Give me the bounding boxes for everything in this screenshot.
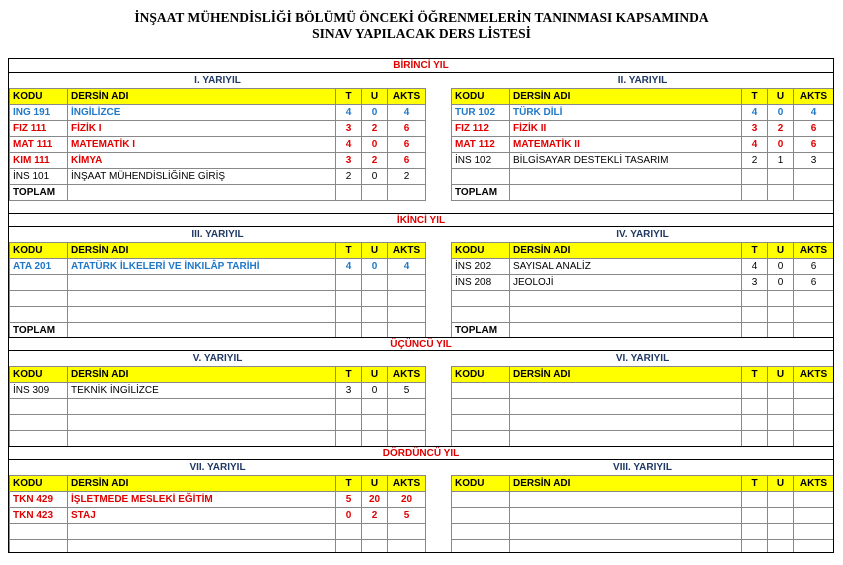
semester-title-row xyxy=(10,227,426,243)
header-akts: AKTS xyxy=(388,367,426,383)
header-name: DERSİN ADI xyxy=(68,367,336,383)
empty-cell xyxy=(794,492,834,508)
column-header-row xyxy=(452,89,834,105)
header-akts: AKTS xyxy=(794,476,834,492)
total-label: TOPLAM xyxy=(10,185,68,201)
course-row xyxy=(10,508,426,524)
semester-title: VII. YARIYIL xyxy=(10,460,426,476)
total-akts xyxy=(794,185,834,201)
header-code: KODU xyxy=(452,367,510,383)
header-u: U xyxy=(768,89,794,105)
empty-cell xyxy=(10,275,68,291)
course-t: 4 xyxy=(336,105,362,121)
total-row xyxy=(10,185,426,201)
column-separator xyxy=(425,73,451,552)
total-name xyxy=(510,185,742,201)
header-name: DERSİN ADI xyxy=(510,476,742,492)
semester-title: IV. YARIYIL xyxy=(452,227,834,243)
empty-cell xyxy=(336,431,362,447)
empty-cell xyxy=(362,524,388,540)
empty-cell xyxy=(452,524,510,540)
course-akts: 4 xyxy=(388,105,426,121)
header-name: DERSİN ADI xyxy=(510,367,742,383)
header-t: T xyxy=(742,476,768,492)
empty-cell xyxy=(10,524,68,540)
header-akts: AKTS xyxy=(388,243,426,259)
empty-cell xyxy=(336,524,362,540)
course-t: 3 xyxy=(336,121,362,137)
empty-row xyxy=(10,399,426,415)
course-code: MAT 112 xyxy=(452,137,510,153)
empty-cell xyxy=(768,169,794,185)
course-u: 0 xyxy=(362,105,388,121)
course-name: STAJ xyxy=(68,508,336,524)
empty-cell xyxy=(794,415,834,431)
semester-title-row xyxy=(452,73,834,89)
course-code: İNS 202 xyxy=(452,259,510,275)
column-header-row xyxy=(10,367,426,383)
empty-cell xyxy=(742,508,768,524)
empty-cell xyxy=(742,383,768,399)
empty-cell xyxy=(388,431,426,447)
empty-cell xyxy=(362,431,388,447)
course-code: FIZ 112 xyxy=(452,121,510,137)
empty-cell xyxy=(794,524,834,540)
total-t xyxy=(336,185,362,201)
semester-title-row xyxy=(452,227,834,243)
empty-row xyxy=(10,291,426,307)
empty-cell xyxy=(510,431,742,447)
empty-cell xyxy=(452,169,510,185)
empty-cell xyxy=(362,540,388,554)
column-header-row xyxy=(452,243,834,259)
empty-cell xyxy=(452,307,510,323)
header-u: U xyxy=(362,476,388,492)
empty-cell xyxy=(742,307,768,323)
empty-cell xyxy=(794,399,834,415)
course-name: TEKNİK İNGİLİZCE xyxy=(68,383,336,399)
course-row xyxy=(452,153,834,169)
empty-cell xyxy=(68,275,336,291)
semester-title: VIII. YARIYIL xyxy=(452,460,834,476)
course-u: 0 xyxy=(362,383,388,399)
course-u: 0 xyxy=(768,105,794,121)
column-header-row xyxy=(10,89,426,105)
empty-cell xyxy=(794,383,834,399)
empty-row xyxy=(452,524,834,540)
empty-row xyxy=(452,540,834,554)
course-u: 20 xyxy=(362,492,388,508)
semester-table xyxy=(451,73,834,201)
empty-row xyxy=(10,431,426,447)
empty-row xyxy=(452,169,834,185)
empty-cell xyxy=(742,540,768,554)
title-line-2: SINAV YAPILACAK DERS LİSTESİ xyxy=(312,26,531,41)
empty-cell xyxy=(742,169,768,185)
course-t: 4 xyxy=(742,105,768,121)
column-header-row xyxy=(10,243,426,259)
semester-title: V. YARIYIL xyxy=(10,351,426,367)
empty-cell xyxy=(742,415,768,431)
semester-title-row xyxy=(452,351,834,367)
empty-cell xyxy=(388,291,426,307)
course-akts: 2 xyxy=(388,169,426,185)
course-row xyxy=(452,105,834,121)
year-heading: ÜÇÜNCÜ YIL xyxy=(9,337,833,351)
empty-cell xyxy=(510,291,742,307)
header-name: DERSİN ADI xyxy=(68,476,336,492)
empty-cell xyxy=(388,399,426,415)
empty-cell xyxy=(510,169,742,185)
course-code: İNS 309 xyxy=(10,383,68,399)
empty-cell xyxy=(510,415,742,431)
empty-cell xyxy=(510,540,742,554)
empty-cell xyxy=(10,540,68,554)
header-t: T xyxy=(336,367,362,383)
course-name: MATEMATİK I xyxy=(68,137,336,153)
empty-cell xyxy=(336,275,362,291)
course-row xyxy=(10,153,426,169)
course-row xyxy=(452,275,834,291)
course-name: SAYISAL ANALİZ xyxy=(510,259,742,275)
semester-title-row xyxy=(10,351,426,367)
empty-cell xyxy=(742,431,768,447)
course-row xyxy=(10,169,426,185)
header-code: KODU xyxy=(10,367,68,383)
empty-row xyxy=(452,307,834,323)
empty-cell xyxy=(742,291,768,307)
course-code: MAT 111 xyxy=(10,137,68,153)
empty-cell xyxy=(362,399,388,415)
empty-cell xyxy=(68,399,336,415)
header-t: T xyxy=(742,243,768,259)
column-header-row xyxy=(10,476,426,492)
header-name: DERSİN ADI xyxy=(510,89,742,105)
empty-cell xyxy=(794,169,834,185)
empty-cell xyxy=(68,524,336,540)
course-t: 4 xyxy=(336,137,362,153)
header-code: KODU xyxy=(452,89,510,105)
empty-cell xyxy=(794,307,834,323)
course-code: KIM 111 xyxy=(10,153,68,169)
course-name: TÜRK DİLİ xyxy=(510,105,742,121)
year-heading: İKİNCİ YIL xyxy=(9,213,833,227)
course-u: 0 xyxy=(362,137,388,153)
header-u: U xyxy=(768,367,794,383)
empty-cell xyxy=(336,291,362,307)
header-name: DERSİN ADI xyxy=(510,243,742,259)
empty-cell xyxy=(362,415,388,431)
empty-cell xyxy=(794,431,834,447)
semester-table xyxy=(9,227,426,339)
empty-cell xyxy=(768,492,794,508)
course-row xyxy=(10,383,426,399)
column-header-row xyxy=(452,367,834,383)
year-heading: DÖRDÜNCÜ YIL xyxy=(9,446,833,460)
empty-cell xyxy=(452,415,510,431)
header-akts: AKTS xyxy=(388,476,426,492)
header-u: U xyxy=(768,243,794,259)
header-code: KODU xyxy=(10,243,68,259)
empty-cell xyxy=(742,492,768,508)
course-code: TKN 423 xyxy=(10,508,68,524)
semester-title: III. YARIYIL xyxy=(10,227,426,243)
empty-cell xyxy=(768,307,794,323)
header-t: T xyxy=(336,243,362,259)
empty-cell xyxy=(68,415,336,431)
empty-row xyxy=(10,275,426,291)
empty-cell xyxy=(768,291,794,307)
course-t: 4 xyxy=(742,259,768,275)
empty-row xyxy=(452,508,834,524)
header-name: DERSİN ADI xyxy=(68,243,336,259)
course-t: 2 xyxy=(336,169,362,185)
course-akts: 20 xyxy=(388,492,426,508)
empty-row xyxy=(452,492,834,508)
empty-row xyxy=(452,415,834,431)
course-row xyxy=(10,121,426,137)
course-akts: 6 xyxy=(794,137,834,153)
empty-cell xyxy=(388,275,426,291)
course-name: FİZİK I xyxy=(68,121,336,137)
empty-cell xyxy=(768,399,794,415)
year-heading: BİRİNCİ YIL xyxy=(9,59,833,73)
course-code: İNS 208 xyxy=(452,275,510,291)
empty-cell xyxy=(510,524,742,540)
course-u: 1 xyxy=(768,153,794,169)
empty-cell xyxy=(510,399,742,415)
empty-cell xyxy=(768,540,794,554)
total-name xyxy=(68,185,336,201)
header-akts: AKTS xyxy=(794,243,834,259)
course-akts: 4 xyxy=(388,259,426,275)
course-t: 3 xyxy=(336,153,362,169)
empty-cell xyxy=(768,415,794,431)
header-t: T xyxy=(742,89,768,105)
empty-cell xyxy=(10,307,68,323)
header-akts: AKTS xyxy=(388,89,426,105)
empty-cell xyxy=(452,431,510,447)
course-t: 3 xyxy=(742,121,768,137)
header-code: KODU xyxy=(10,476,68,492)
header-akts: AKTS xyxy=(794,89,834,105)
semester-table xyxy=(9,73,426,201)
course-u: 2 xyxy=(768,121,794,137)
semester-title: VI. YARIYIL xyxy=(452,351,834,367)
course-code: FIZ 111 xyxy=(10,121,68,137)
semester-table xyxy=(451,227,834,339)
empty-cell xyxy=(452,492,510,508)
empty-row xyxy=(452,291,834,307)
empty-cell xyxy=(510,492,742,508)
empty-cell xyxy=(510,383,742,399)
empty-cell xyxy=(742,524,768,540)
semester-table xyxy=(9,460,426,553)
empty-cell xyxy=(742,399,768,415)
empty-cell xyxy=(68,540,336,554)
course-name: İNŞAAT MÜHENDİSLİĞİNE GİRİŞ xyxy=(68,169,336,185)
course-t: 3 xyxy=(336,383,362,399)
empty-cell xyxy=(362,307,388,323)
empty-row xyxy=(10,307,426,323)
course-u: 0 xyxy=(362,169,388,185)
header-u: U xyxy=(362,243,388,259)
course-name: İNGİLİZCE xyxy=(68,105,336,121)
empty-cell xyxy=(452,399,510,415)
empty-cell xyxy=(68,431,336,447)
empty-cell xyxy=(768,431,794,447)
total-label: TOPLAM xyxy=(452,185,510,201)
course-akts: 6 xyxy=(794,275,834,291)
course-akts: 5 xyxy=(388,508,426,524)
course-name: KİMYA xyxy=(68,153,336,169)
total-row xyxy=(452,185,834,201)
course-name: JEOLOJİ xyxy=(510,275,742,291)
empty-cell xyxy=(10,415,68,431)
course-code: ATA 201 xyxy=(10,259,68,275)
page-title xyxy=(0,10,843,42)
header-t: T xyxy=(742,367,768,383)
empty-cell xyxy=(388,524,426,540)
empty-cell xyxy=(388,415,426,431)
course-code: TKN 429 xyxy=(10,492,68,508)
course-t: 0 xyxy=(336,508,362,524)
header-code: KODU xyxy=(452,243,510,259)
column-header-row xyxy=(452,476,834,492)
header-name: DERSİN ADI xyxy=(68,89,336,105)
course-u: 0 xyxy=(768,259,794,275)
empty-cell xyxy=(68,291,336,307)
course-u: 0 xyxy=(362,259,388,275)
course-name: MATEMATİK II xyxy=(510,137,742,153)
semester-title: II. YARIYIL xyxy=(452,73,834,89)
course-t: 2 xyxy=(742,153,768,169)
empty-row xyxy=(10,524,426,540)
empty-row xyxy=(10,540,426,554)
course-akts: 6 xyxy=(794,259,834,275)
empty-cell xyxy=(768,524,794,540)
semester-title-row xyxy=(452,460,834,476)
course-name: İŞLETMEDE MESLEKİ EĞİTİM xyxy=(68,492,336,508)
empty-row xyxy=(452,399,834,415)
course-row xyxy=(10,492,426,508)
course-code: İNS 102 xyxy=(452,153,510,169)
course-row xyxy=(452,259,834,275)
empty-cell xyxy=(452,540,510,554)
semester-table xyxy=(451,351,834,447)
course-row xyxy=(10,137,426,153)
course-name: FİZİK II xyxy=(510,121,742,137)
semester-title-row xyxy=(10,460,426,476)
course-u: 0 xyxy=(768,137,794,153)
course-t: 3 xyxy=(742,275,768,291)
header-t: T xyxy=(336,89,362,105)
course-akts: 5 xyxy=(388,383,426,399)
course-akts: 6 xyxy=(388,137,426,153)
course-row xyxy=(452,137,834,153)
total-u xyxy=(768,185,794,201)
empty-cell xyxy=(10,399,68,415)
course-code: İNS 101 xyxy=(10,169,68,185)
total-u xyxy=(362,185,388,201)
empty-cell xyxy=(362,275,388,291)
course-name: BİLGİSAYAR DESTEKLİ TASARIM xyxy=(510,153,742,169)
empty-cell xyxy=(68,307,336,323)
empty-cell xyxy=(336,307,362,323)
empty-cell xyxy=(362,291,388,307)
empty-cell xyxy=(336,415,362,431)
course-name: ATATÜRK İLKELERİ VE İNKILÂP TARİHİ xyxy=(68,259,336,275)
semester-table xyxy=(9,351,426,447)
empty-cell xyxy=(768,508,794,524)
course-u: 2 xyxy=(362,153,388,169)
empty-cell xyxy=(794,540,834,554)
course-t: 4 xyxy=(742,137,768,153)
empty-cell xyxy=(452,291,510,307)
course-row xyxy=(10,259,426,275)
course-u: 2 xyxy=(362,121,388,137)
empty-row xyxy=(452,383,834,399)
empty-row xyxy=(10,415,426,431)
empty-row xyxy=(452,431,834,447)
course-t: 4 xyxy=(336,259,362,275)
title-line-1: İNŞAAT MÜHENDİSLİĞİ BÖLÜMÜ ÖNCEKİ ÖĞRENMELERİN TANINMASI KAPSAMINDA xyxy=(134,10,709,25)
empty-cell xyxy=(510,307,742,323)
header-akts: AKTS xyxy=(794,367,834,383)
empty-cell xyxy=(794,508,834,524)
course-akts: 6 xyxy=(388,153,426,169)
semester-table xyxy=(451,460,834,553)
empty-cell xyxy=(794,291,834,307)
empty-cell xyxy=(768,383,794,399)
course-u: 0 xyxy=(768,275,794,291)
semester-title: I. YARIYIL xyxy=(10,73,426,89)
empty-cell xyxy=(388,307,426,323)
course-akts: 6 xyxy=(388,121,426,137)
semester-title-row xyxy=(10,73,426,89)
course-t: 5 xyxy=(336,492,362,508)
header-code: KODU xyxy=(10,89,68,105)
empty-cell xyxy=(336,399,362,415)
course-code: TUR 102 xyxy=(452,105,510,121)
total-label: TOPLAM xyxy=(10,323,68,339)
course-list-table xyxy=(8,58,834,553)
total-akts xyxy=(388,185,426,201)
course-u: 2 xyxy=(362,508,388,524)
empty-cell xyxy=(452,383,510,399)
header-u: U xyxy=(362,367,388,383)
course-akts: 4 xyxy=(794,105,834,121)
header-code: KODU xyxy=(452,476,510,492)
empty-cell xyxy=(452,508,510,524)
empty-cell xyxy=(336,540,362,554)
empty-cell xyxy=(10,291,68,307)
empty-cell xyxy=(388,540,426,554)
empty-cell xyxy=(510,508,742,524)
course-row xyxy=(10,105,426,121)
course-row xyxy=(452,121,834,137)
course-code: ING 191 xyxy=(10,105,68,121)
header-u: U xyxy=(362,89,388,105)
course-akts: 3 xyxy=(794,153,834,169)
empty-cell xyxy=(10,431,68,447)
header-u: U xyxy=(768,476,794,492)
course-akts: 6 xyxy=(794,121,834,137)
header-t: T xyxy=(336,476,362,492)
total-t xyxy=(742,185,768,201)
total-label: TOPLAM xyxy=(452,323,510,339)
